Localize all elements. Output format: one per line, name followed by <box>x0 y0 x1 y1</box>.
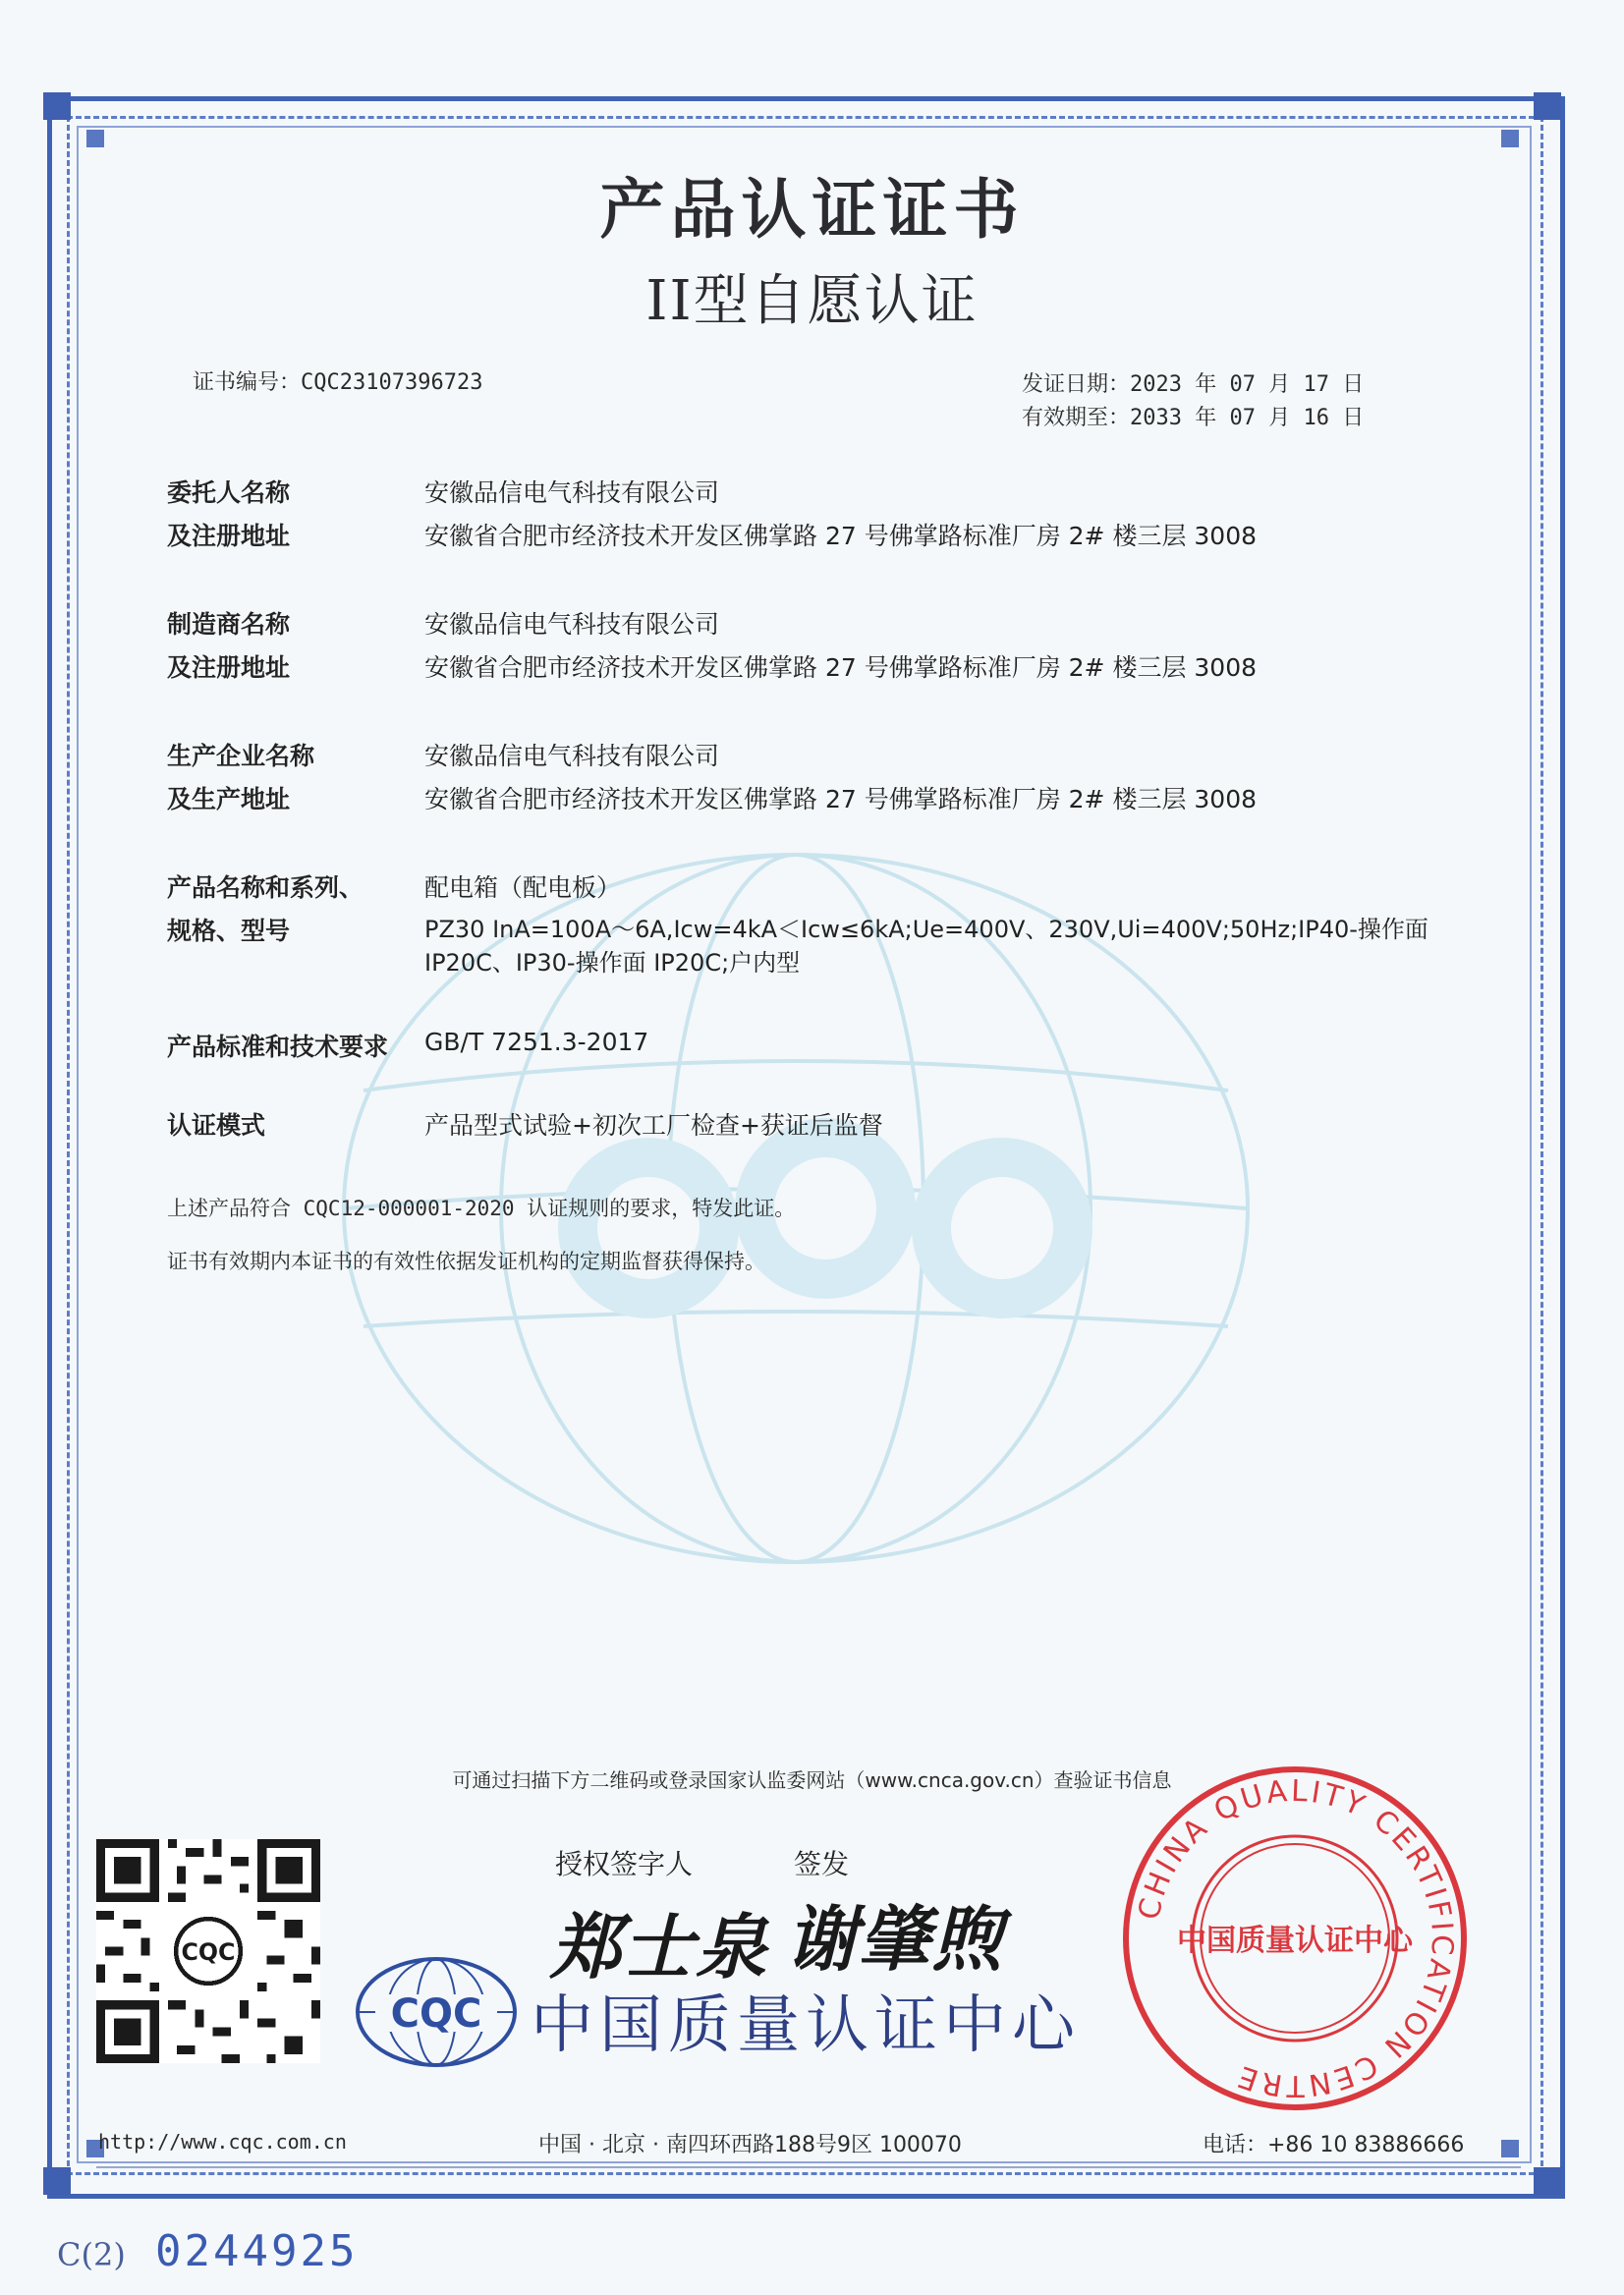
cert-no-label: 证书编号： <box>193 370 302 395</box>
cqc-logo <box>354 1955 519 2069</box>
issuer-label: 签发 <box>794 1848 850 1880</box>
valid-until <box>1022 401 1364 431</box>
manufacturer-address: 安徽省合肥市经济技术开发区佛掌路 27 号佛掌路标准厂房 2# 楼三层 3008 <box>424 653 1258 682</box>
standard-value: GB/T 7251.3-2017 <box>424 1028 649 1056</box>
client-label-1: 委托人名称 <box>167 478 291 507</box>
footer-phone: 电话：+86 10 83886666 <box>1203 2133 1465 2157</box>
corner-ornament-top-left-inner <box>86 130 104 147</box>
signatory-label: 授权签字人 <box>555 1848 694 1880</box>
cert-mode-value: 产品型式试验+初次工厂检查+获证后监督 <box>424 1111 883 1140</box>
factory-label-2: 及生产地址 <box>167 785 291 813</box>
product-spec-line-1: PZ30 InA=100A～6A,Icw=4kA＜Icw≤6kA;Ue=400V、230V,Ui=400V;50Hz;IP40-操作面 <box>424 916 1428 943</box>
verification-note: 可通过扫描下方二维码或登录国家认监委网站（www.cnca.gov.cn）查验证书信息 <box>452 1768 1172 1792</box>
corner-ornament-bottom-left <box>43 2167 71 2195</box>
footer-website[interactable]: http://www.cqc.com.cn <box>98 2130 347 2154</box>
certificate-title: 产品认证证书 <box>599 172 1025 248</box>
signatory-signature: 郑士泉 <box>550 1905 769 1988</box>
valid-until-value: 2033 年 07 月 16 日 <box>1130 406 1365 430</box>
factory-label-1: 生产企业名称 <box>167 742 315 770</box>
cert-no-value: CQC23107396723 <box>301 370 483 395</box>
serial-prefix: C(2) <box>57 2236 126 2273</box>
corner-ornament-bottom-right-inner <box>1501 2140 1519 2157</box>
factory-name: 安徽品信电气科技有限公司 <box>424 742 720 770</box>
issue-date-label: 发证日期： <box>1022 372 1131 397</box>
corner-ornament-top-right-inner <box>1501 130 1519 147</box>
cqc-logo-text: CQC <box>390 1991 482 2037</box>
product-name: 配电箱（配电板） <box>424 873 622 902</box>
corner-ornament-top-left <box>43 92 71 120</box>
issuer-signature: 谢肇煦 <box>786 1897 1005 1981</box>
product-label-2: 规格、型号 <box>167 917 291 945</box>
official-seal <box>1120 1763 1470 2113</box>
qr-center-logo: CQC <box>181 1938 236 1967</box>
factory-address: 安徽省合肥市经济技术开发区佛掌路 27 号佛掌路标准厂房 2# 楼三层 3008 <box>424 785 1258 813</box>
corner-ornament-top-right <box>1534 92 1561 120</box>
client-address: 安徽省合肥市经济技术开发区佛掌路 27 号佛掌路标准厂房 2# 楼三层 3008 <box>424 522 1258 550</box>
manufacturer-name: 安徽品信电气科技有限公司 <box>424 610 720 639</box>
manufacturer-label-1: 制造商名称 <box>167 610 291 639</box>
valid-until-label: 有效期至： <box>1022 406 1131 430</box>
validity-statement: 证书有效期内本证书的有效性依据发证机构的定期监督获得保持。 <box>167 1250 765 1273</box>
footer-address: 中国 · 北京 · 南四环西路188号9区 100070 <box>538 2133 962 2157</box>
product-spec-line-2: IP20C、IP30-操作面 IP20C;户内型 <box>424 949 801 977</box>
manufacturer-label-2: 及注册地址 <box>167 653 291 682</box>
cert-mode-label: 认证模式 <box>167 1111 266 1140</box>
seal-inner-text: 中国质量认证中心 <box>1177 1924 1413 1958</box>
footer-divider <box>96 2166 1521 2168</box>
corner-ornament-bottom-right <box>1534 2167 1561 2195</box>
organization-name: 中国质量认证中心 <box>531 1989 1081 2062</box>
qr-code[interactable] <box>96 1839 320 2063</box>
certificate-subtitle: II型自愿认证 <box>645 269 979 333</box>
serial-number: 0244925 <box>155 2226 359 2276</box>
certificate-number <box>193 365 482 396</box>
client-label-2: 及注册地址 <box>167 522 291 550</box>
conformity-statement: 上述产品符合 CQC12-000001-2020 认证规则的要求，特发此证。 <box>167 1197 796 1220</box>
standard-label: 产品标准和技术要求 <box>167 1033 389 1061</box>
product-label-1: 产品名称和系列、 <box>167 873 364 902</box>
issue-date <box>1022 367 1364 398</box>
issue-date-value: 2023 年 07 月 17 日 <box>1130 372 1365 397</box>
seal-outer-text: CHINA QUALITY CERTIFICATION CENTRE <box>1132 1773 1460 2103</box>
client-name: 安徽品信电气科技有限公司 <box>424 478 720 507</box>
